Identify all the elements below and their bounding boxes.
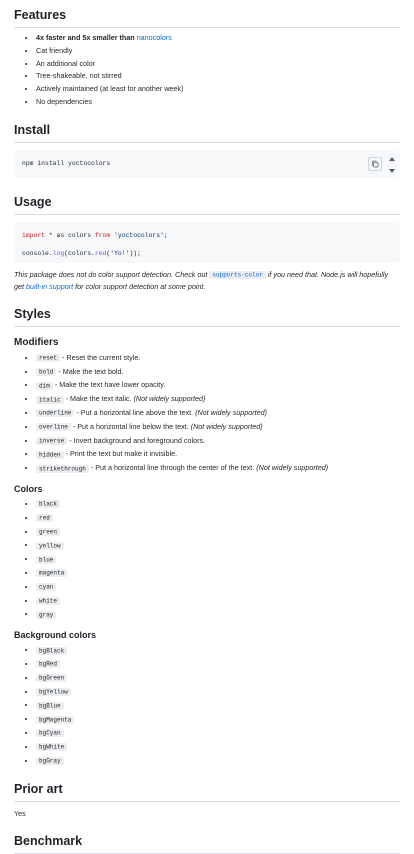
usage-note: [14, 269, 400, 293]
prior-art-text: Yes: [14, 809, 26, 819]
modifier-code: reset: [36, 354, 60, 362]
usage-note-text: This package does not do color support detection. Check out: [14, 269, 208, 279]
background-colors-list: [14, 644, 400, 768]
list-item: [36, 727, 400, 741]
color-code: yellow: [36, 542, 64, 550]
modifier-code: bold: [36, 368, 56, 376]
code-line-2: [22, 250, 141, 257]
colors-list: [14, 498, 400, 622]
bg-color-code: bgYellow: [36, 688, 71, 696]
list-item: [36, 512, 400, 526]
modifier-desc: - Put a horizontal line through the center of the text.: [90, 463, 255, 473]
install-heading: Install: [14, 115, 400, 143]
modifier-code: inverse: [36, 437, 67, 445]
color-code: magenta: [36, 569, 67, 577]
chevron-down-icon[interactable]: [389, 169, 395, 173]
bg-color-code: bgMagenta: [36, 716, 74, 724]
list-item: [36, 567, 400, 581]
code-text: console.: [22, 249, 53, 257]
bg-color-code: bgBlue: [36, 702, 64, 710]
modifier-desc: - Put a horizontal line above the text.: [76, 407, 194, 417]
list-item: [36, 644, 400, 658]
modifier-note: (Not widely supported): [195, 407, 267, 417]
list-item: [36, 686, 400, 700]
copy-icon: [371, 160, 379, 168]
supports-color-code[interactable]: supports-color: [209, 271, 265, 279]
modifiers-heading: Modifiers: [14, 336, 59, 348]
list-item: [36, 352, 400, 366]
nanocolors-link[interactable]: nanocolors: [136, 33, 172, 42]
list-item: [36, 539, 400, 553]
color-code: blue: [36, 556, 56, 564]
background-colors-heading: Background colors: [14, 630, 97, 641]
color-code: green: [36, 528, 60, 536]
list-item: [36, 526, 400, 540]
list-item: [36, 672, 400, 686]
list-item: • An additional color: [36, 58, 400, 71]
bg-color-code: bgWhite: [36, 743, 67, 751]
modifier-code: italic: [36, 396, 64, 404]
list-item: [36, 713, 400, 727]
list-item: • No dependencies: [36, 96, 400, 109]
list-item: [36, 393, 400, 407]
copy-button[interactable]: [368, 157, 382, 171]
modifier-desc: - Print the text but make it invisible.: [65, 449, 178, 459]
code-keyword: import: [22, 231, 46, 239]
bg-color-code: bgGreen: [36, 674, 67, 682]
color-code: red: [36, 514, 53, 522]
list-item: • Tree-shakeable, not stirred: [36, 70, 400, 83]
code-text: ;: [163, 231, 168, 239]
modifier-desc: - Make the text bold.: [58, 366, 124, 376]
list-item: [36, 32, 400, 45]
usage-note-text: for color support detection at some point.: [75, 282, 206, 292]
modifier-note: (Not widely supported): [256, 463, 329, 473]
list-item: • Cat friendly: [36, 45, 400, 58]
list-item: [36, 407, 400, 421]
list-item: [36, 435, 400, 449]
features-list: [14, 32, 400, 109]
modifier-note: (Not widely supported): [190, 421, 263, 431]
list-item: [36, 595, 400, 609]
list-item: [36, 379, 400, 393]
modifier-note: (Not widely supported): [133, 394, 206, 404]
list-item: [36, 658, 400, 672]
list-item: [36, 366, 400, 380]
list-item: [36, 699, 400, 713]
feature-speed-text: 4x faster and 5x smaller than: [36, 33, 135, 42]
usage-code-block: [14, 223, 400, 263]
code-text: * as colors: [45, 231, 95, 239]
modifier-desc: - Reset the current style.: [62, 352, 141, 362]
modifiers-list: [14, 352, 400, 476]
list-item: [36, 581, 400, 595]
scroll-arrows[interactable]: [388, 157, 396, 173]
list-item: [36, 755, 400, 769]
code-text: (colors.: [64, 249, 95, 257]
list-item: • Actively maintained (at least for another week): [36, 83, 400, 96]
list-item: [36, 448, 400, 462]
colors-heading: Colors: [14, 483, 43, 494]
color-code: white: [36, 597, 60, 605]
code-function: log: [52, 249, 65, 257]
code-string: 'Yo!': [110, 249, 130, 257]
bg-color-code: bgCyan: [36, 729, 64, 737]
modifier-code: hidden: [36, 451, 64, 459]
color-code: black: [36, 500, 60, 508]
code-text: (: [106, 249, 111, 257]
modifier-code: dim: [36, 382, 53, 390]
code-text: ));: [129, 249, 141, 257]
benchmark-heading: Benchmark: [14, 826, 400, 854]
usage-heading: Usage: [14, 187, 400, 215]
code-string: 'yoctocolors': [110, 231, 164, 239]
install-command: npm install yoctocolors: [22, 159, 111, 167]
list-item: [36, 421, 400, 435]
color-code: cyan: [36, 583, 56, 591]
code-function: red: [94, 249, 107, 257]
modifier-code: strikethrough: [36, 465, 89, 473]
modifier-code: underline: [36, 409, 74, 417]
built-in-support-link[interactable]: built-in support: [26, 282, 74, 292]
color-code: gray: [36, 611, 56, 619]
chevron-up-icon[interactable]: [389, 157, 395, 161]
styles-heading: Styles: [14, 299, 400, 327]
modifier-desc: - Make the text have lower opacity.: [54, 380, 166, 390]
modifier-desc: - Invert background and foreground colors.: [69, 435, 206, 445]
bg-color-code: bgBlack: [36, 647, 67, 655]
modifier-desc: - Make the text italic.: [65, 394, 132, 404]
list-item: [36, 608, 400, 622]
modifier-desc: - Put a horizontal line below the text.: [72, 421, 189, 431]
install-code-block: [14, 151, 400, 177]
list-item: [36, 498, 400, 512]
list-item: [36, 741, 400, 755]
list-item: [36, 553, 400, 567]
bg-color-code: bgRed: [36, 660, 60, 668]
modifier-code: overline: [36, 423, 71, 431]
code-line-1: [22, 232, 168, 239]
code-keyword: from: [94, 231, 111, 239]
prior-art-heading: Prior art: [14, 774, 400, 802]
usage-note-text: if you need that. Node.js will hopefully get: [14, 269, 389, 292]
list-item: [36, 462, 400, 476]
bg-color-code: bgGray: [36, 757, 64, 765]
features-heading: Features: [14, 0, 400, 28]
